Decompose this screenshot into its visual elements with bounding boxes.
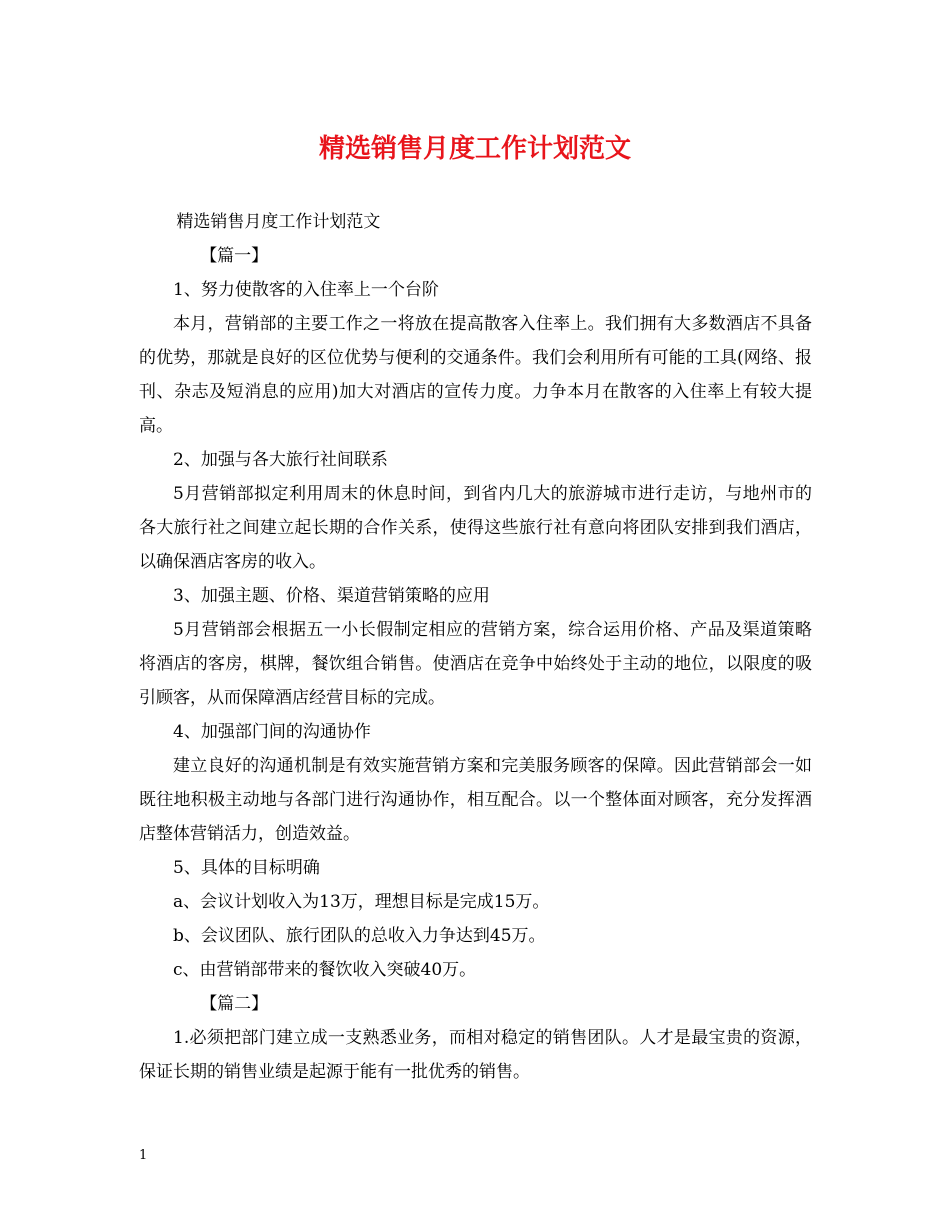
paragraph: 5月营销部会根据五一小长假制定相应的营销方案，综合运用价格、产品及渠道策略将酒店的客房，棋牌，餐饮组合销售。使酒店在竞争中始终处于主动的地位，以限度的吸引顾客，从而保障酒店经营目标的完成。: [139, 620, 812, 708]
paragraph: 5、具体的目标明确: [173, 858, 320, 878]
document-body: [139, 205, 812, 1089]
paragraph: 精选销售月度工作计划范文: [176, 212, 381, 232]
paragraph: 2、加强与各大旅行社间联系: [173, 450, 388, 470]
paragraph: b、会议团队、旅行团队的总收入力争达到45万。: [173, 926, 546, 946]
paragraph: 本月，营销部的主要工作之一将放在提高散客入住率上。我们拥有大多数酒店不具备的优势，那就是良好的区位优势与便利的交通条件。我们会利用所有可能的工具(网络、报刊、杂志及短消息的应用)加大对酒店的宣传力度。力争本月在散客的入住率上有较大提高。: [139, 314, 812, 436]
document-title: 精选销售月度工作计划范文: [318, 134, 631, 164]
paragraph: c、由营销部带来的餐饮收入突破40万。: [173, 960, 477, 980]
paragraph: 5月营销部拟定利用周末的休息时间，到省内几大的旅游城市进行走访，与地州市的各大旅行社之间建立起长期的合作关系，使得这些旅行社有意向将团队安排到我们酒店，以确保酒店客房的收入。: [139, 484, 812, 572]
section-heading: 【篇一】: [200, 246, 269, 266]
paragraph: 4、加强部门间的沟通协作: [173, 722, 371, 742]
paragraph: 3、加强主题、价格、渠道营销策略的应用: [173, 586, 490, 606]
paragraph: 建立良好的沟通机制是有效实施营销方案和完美服务顾客的保障。因此营销部会一如既往地积极主动地与各部门进行沟通协作，相互配合。以一个整体面对顾客，充分发挥酒店整体营销活力，创造效益。: [139, 756, 812, 844]
paragraph: a、会议计划收入为13万，理想目标是完成15万。: [173, 892, 550, 912]
paragraph: 1.必须把部门建立成一支熟悉业务，而相对稳定的销售团队。人才是最宝贵的资源，保证长期的销售业绩是起源于能有一批优秀的销售。: [139, 1028, 812, 1082]
paragraph: 1、努力使散客的入住率上一个台阶: [173, 280, 439, 300]
page-number: 1: [139, 1148, 148, 1163]
section-heading: 【篇二】: [200, 994, 269, 1014]
